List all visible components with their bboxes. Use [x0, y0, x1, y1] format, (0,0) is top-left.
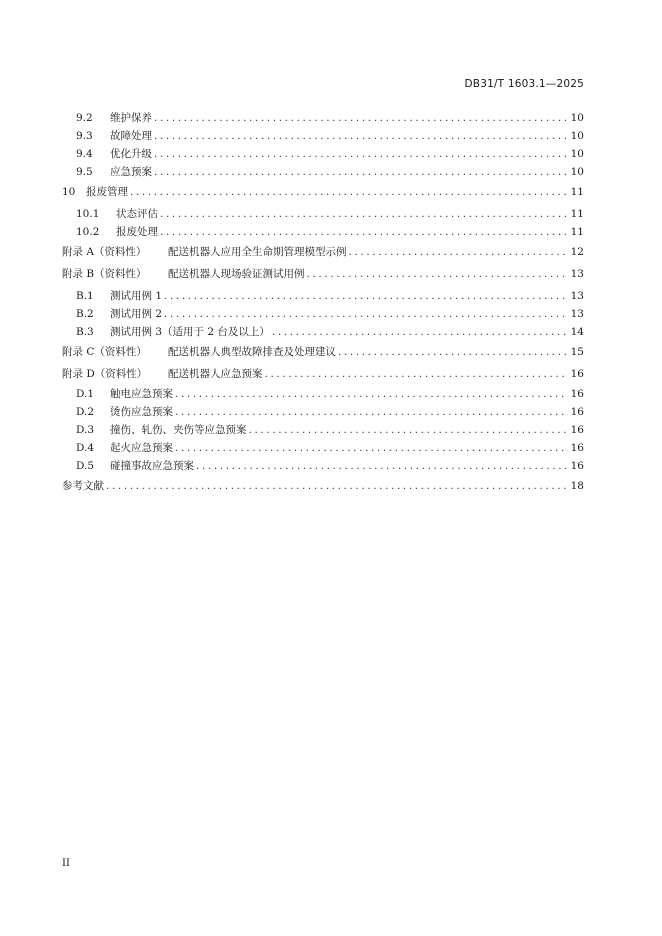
- toc-entry-number: B.3: [76, 326, 94, 338]
- toc-entry-number: B.2: [76, 308, 94, 320]
- toc-entry-title: 触电应急预案: [110, 388, 173, 400]
- toc-entry-page-number: 16: [570, 406, 584, 418]
- dot-leader: [160, 206, 568, 222]
- dot-leader: [249, 422, 569, 438]
- toc-entry-page-number: 16: [570, 442, 584, 454]
- toc-entry-number: D.4: [76, 442, 95, 454]
- toc-entry-page-number: 16: [570, 368, 584, 380]
- toc-entry[interactable]: [62, 422, 584, 438]
- dot-leader: [160, 224, 568, 240]
- dot-leader: [175, 386, 568, 402]
- toc-entry-number: 9.5: [76, 166, 93, 178]
- toc-entry[interactable]: [62, 184, 584, 200]
- toc-entry[interactable]: [62, 366, 584, 382]
- toc-entry-title: 碰撞事故应急预案: [110, 460, 194, 472]
- toc-entry-page-number: 16: [570, 388, 584, 400]
- toc-entry-page-number: 10: [570, 148, 584, 160]
- document-id-header: DB31/T 1603.1—2025: [464, 78, 584, 90]
- toc-entry[interactable]: [62, 404, 584, 420]
- toc-entry-number: 10.1: [76, 208, 100, 220]
- page-number-footer: II: [62, 858, 70, 869]
- toc-entry-page-number: 12: [570, 246, 584, 258]
- toc-entry-number: 10.2: [76, 226, 100, 238]
- toc-entry-title: 优化升级: [110, 148, 152, 160]
- toc-entry-title: 配送机器人应用全生命期管理模型示例: [168, 246, 347, 258]
- toc-entry-number: D.1: [76, 388, 95, 400]
- toc-entry-number: 附录 B（资料性）: [62, 268, 147, 280]
- toc-entry-page-number: 10: [570, 130, 584, 142]
- toc-entry-title: 配送机器人现场验证测试用例: [168, 268, 305, 280]
- toc-entry[interactable]: [62, 244, 584, 260]
- toc-entry[interactable]: [62, 224, 584, 240]
- toc-entry-page-number: 11: [570, 186, 584, 198]
- dot-leader: [307, 266, 569, 282]
- toc-entry-title: 报废处理: [116, 226, 158, 238]
- toc-entry[interactable]: [62, 288, 584, 304]
- toc-entry[interactable]: [62, 128, 584, 144]
- dot-leader: [164, 306, 568, 322]
- dot-leader: [175, 440, 568, 456]
- toc-entry-title: 测试用例 1: [110, 290, 163, 302]
- toc-entry-title: 故障处理: [110, 130, 152, 142]
- toc-entry-title: 撞伤、轧伤、夹伤等应急预案: [110, 424, 247, 436]
- toc-entry-page-number: 16: [570, 460, 584, 472]
- dot-leader: [349, 244, 569, 260]
- toc-entry[interactable]: [62, 110, 584, 126]
- dot-leader: [106, 478, 568, 494]
- toc-entry-page-number: 11: [570, 226, 584, 238]
- dot-leader: [164, 288, 568, 304]
- toc-entry-page-number: 15: [570, 346, 584, 358]
- toc-entry-number: 附录 A（资料性）: [62, 246, 147, 258]
- toc-entry-page-number: 11: [570, 208, 584, 220]
- toc-entry-title: 状态评估: [116, 208, 158, 220]
- toc-entry-title: 配送机器人典型故障排查及处理建议: [168, 346, 336, 358]
- toc-entry[interactable]: [62, 266, 584, 282]
- toc-entry-number: 9.2: [76, 112, 93, 124]
- toc-entry-page-number: 10: [570, 112, 584, 124]
- toc-entry[interactable]: [62, 478, 584, 494]
- dot-leader: [265, 366, 569, 382]
- toc-entry[interactable]: [62, 386, 584, 402]
- toc-entry-number: 9.4: [76, 148, 93, 160]
- toc-entry-page-number: 16: [570, 424, 584, 436]
- toc-entry-number: 附录 C（资料性）: [62, 346, 147, 358]
- dot-leader: [175, 404, 568, 420]
- toc-entry-title: 维护保养: [110, 112, 152, 124]
- toc-entry-number: D.5: [76, 460, 95, 472]
- dot-leader: [154, 110, 568, 126]
- toc-entry-page-number: 13: [570, 268, 584, 280]
- toc-entry-page-number: 14: [570, 326, 584, 338]
- toc-entry-number: 附录 D（资料性）: [62, 368, 148, 380]
- toc-entry-page-number: 13: [570, 308, 584, 320]
- toc-entry-page-number: 18: [570, 480, 584, 492]
- toc-entry[interactable]: [62, 458, 584, 474]
- dot-leader: [196, 458, 568, 474]
- toc-entry-number: 9.3: [76, 130, 93, 142]
- toc-entry[interactable]: [62, 440, 584, 456]
- toc-entry-title: 配送机器人应急预案: [168, 368, 263, 380]
- toc-entry-title: 参考文献: [62, 480, 104, 492]
- toc-entry[interactable]: [62, 164, 584, 180]
- toc-entry[interactable]: [62, 306, 584, 322]
- toc-entry-page-number: 10: [570, 166, 584, 178]
- toc-entry-number: B.1: [76, 290, 94, 302]
- dot-leader: [338, 344, 568, 360]
- toc-entry-page-number: 13: [570, 290, 584, 302]
- toc-entry[interactable]: [62, 206, 584, 222]
- toc-entry-title: 应急预案: [110, 166, 152, 178]
- toc-entry[interactable]: [62, 146, 584, 162]
- toc-entry-number: 10: [62, 186, 76, 198]
- toc-entry[interactable]: [62, 344, 584, 360]
- dot-leader: [130, 184, 568, 200]
- dot-leader: [272, 324, 568, 340]
- toc-entry-number: D.3: [76, 424, 95, 436]
- toc-entry-title: 测试用例 2: [110, 308, 163, 320]
- toc-entry[interactable]: [62, 324, 584, 340]
- toc-entry-title: 测试用例 3（适用于 2 台及以上）: [110, 326, 270, 338]
- toc-entry-number: D.2: [76, 406, 95, 418]
- dot-leader: [154, 128, 568, 144]
- dot-leader: [154, 146, 568, 162]
- toc-entry-title: 起火应急预案: [110, 442, 173, 454]
- dot-leader: [154, 164, 568, 180]
- toc-entry-title: 烫伤应急预案: [110, 406, 173, 418]
- toc-entry-title: 报废管理: [86, 186, 128, 198]
